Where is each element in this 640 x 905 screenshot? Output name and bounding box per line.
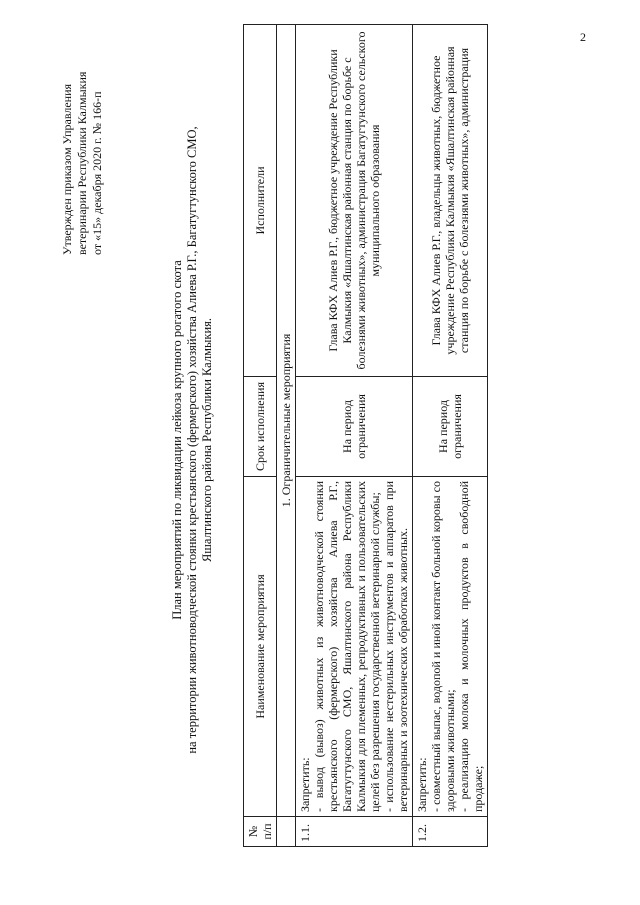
row-name-line: Запретить: [298, 757, 312, 812]
title-line: Яшалтинского района Республики Калмыкия. [200, 317, 214, 563]
row-deadline: На период ограничения [413, 377, 488, 477]
row-name-line: Запретить: [415, 757, 429, 812]
title-line: План мероприятий по ликвидации лейкоза крупного рогатого скота [170, 260, 184, 620]
row-name [413, 477, 488, 817]
header-deadline: Срок исполнения [244, 377, 277, 477]
table-row [413, 25, 488, 847]
table-header-row [244, 25, 277, 847]
approval-block [60, 30, 105, 255]
row-num: 1.1. [296, 817, 413, 847]
row-name-line: - совместный выпас, водопой и иной контакт больной коровы со здоровыми животными; [429, 481, 457, 812]
row-executors: Глава КФХ Алиев Р.Г., бюджетное учреждение Республики Калмыкия «Яшалтинская районная станция по борьбе с болезнями животных», администрация Багатугтунского сельского муниципального образования [296, 25, 413, 377]
row-executors: Глава КФХ Алиев Р.Г., владельцы животных, бюджетное учреждение Республики Калмыкия «Яшалтинская районная станция по борьбе с болезнями животных», администрация [413, 25, 488, 377]
row-num: 1.2. [413, 817, 488, 847]
page-number: 2 [580, 30, 586, 44]
table-row [296, 25, 413, 847]
approval-line: Утвержден приказом Управления [60, 83, 74, 255]
header-name: Наименование мероприятия [244, 477, 277, 817]
row-name-line: - вывод (вывоз) животных из животноводческой стоянки крестьянского (фермерского) хозяйства Алиева Р.Г., Багатугтунского СМО, Яшалтинского района Республики Калмыкия для племенных, репродуктивных и пользовательских целей без разрешения государственной ветеринарной службы; [312, 481, 382, 812]
section-title: 1. Ограничительные мероприятия [277, 25, 296, 817]
plan-table [243, 24, 488, 847]
rotated-document [50, 25, 610, 875]
header-num: № п/п [244, 817, 277, 847]
header-executors: Исполнители [244, 25, 277, 377]
section-row [277, 25, 296, 847]
document-title [170, 45, 215, 835]
row-deadline: На период ограничения [296, 377, 413, 477]
section-num-cell [277, 817, 296, 847]
row-name [296, 477, 413, 817]
title-line: на территории животноводческой стоянки крестьянского (фермерского) хозяйства Алиева Р.Г., Багатугтунского СМО, [185, 126, 199, 754]
approval-line: от «15» декабря 2020 г. № 166-п [90, 91, 104, 255]
row-name-line: - использование нестерильных инструментов и аппаратов при ветеринарных и зоотехнических обработках животных. [382, 481, 410, 812]
approval-line: ветеринарии Республики Калмыкия [75, 71, 89, 255]
row-name-line: - реализацию молока и молочных продуктов в свободной продаже; [457, 481, 485, 812]
